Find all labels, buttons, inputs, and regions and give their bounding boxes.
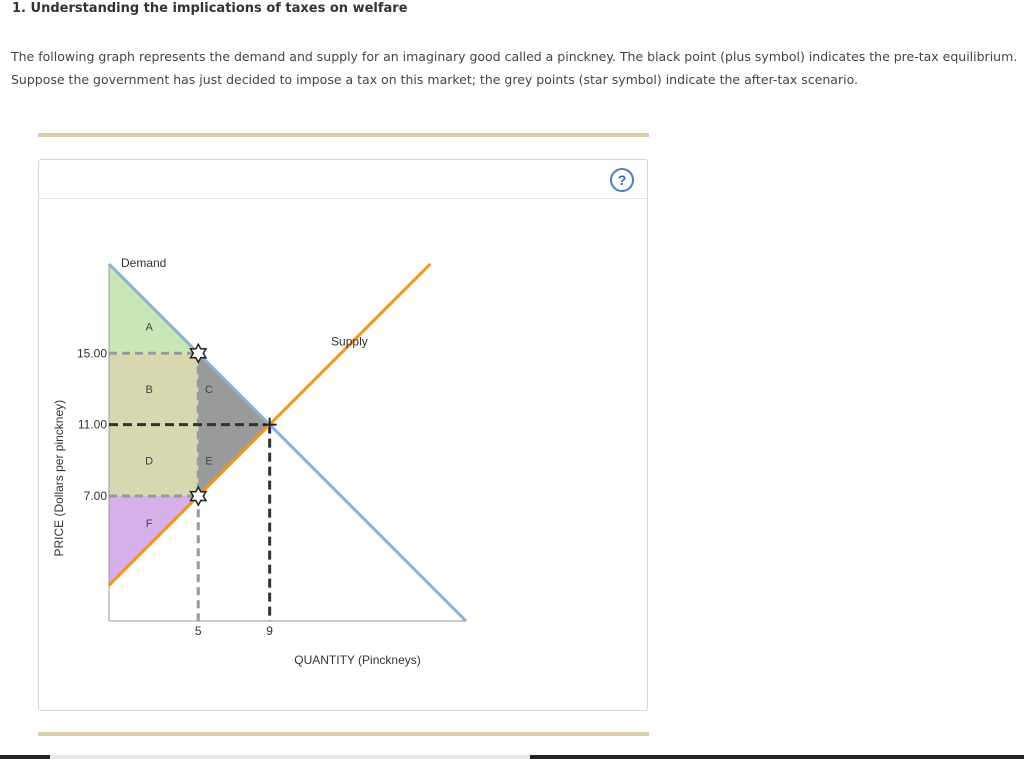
y-tick-label: 7.00 (83, 489, 107, 504)
footer-dark-segment-right (530, 755, 1024, 759)
question-text: The following graph represents the demand and supply for an imaginary good called a pinckney. The black point (plus symbol) indicates the pre-tax equilibrium. Suppose the government has just decided to impose a tax on this market; the grey points (star symbol) indicate the after-tax scenario. (11, 49, 1018, 87)
bottom-divider-bar (38, 732, 649, 736)
graph-panel (38, 159, 648, 711)
region-label-e: E (205, 455, 213, 468)
welfare-chart (39, 160, 647, 710)
x-axis-title: QUANTITY (Pinckneys) (294, 653, 421, 667)
footer-dark-segment-left (0, 755, 50, 759)
question-title: 1. Understanding the implications of taxes on welfare (12, 1, 408, 16)
region-label-c: C (204, 383, 213, 396)
x-tick-label: 9 (266, 624, 273, 638)
region-label-d: D (145, 455, 154, 468)
x-tick-label: 5 (194, 624, 202, 638)
supply-label: Supply (331, 334, 368, 349)
top-divider-bar (38, 133, 649, 137)
region-label-b: B (145, 383, 153, 396)
region-label-a: A (145, 321, 153, 334)
region-label-f: F (145, 517, 153, 530)
y-axis-title: PRICE (Dollars per pinckney) (52, 399, 66, 557)
y-tick-label: 11.00 (77, 417, 107, 432)
demand-label: Demand (121, 256, 167, 270)
help-icon[interactable]: ? (610, 168, 634, 192)
y-tick-label: 15.00 (76, 346, 107, 361)
